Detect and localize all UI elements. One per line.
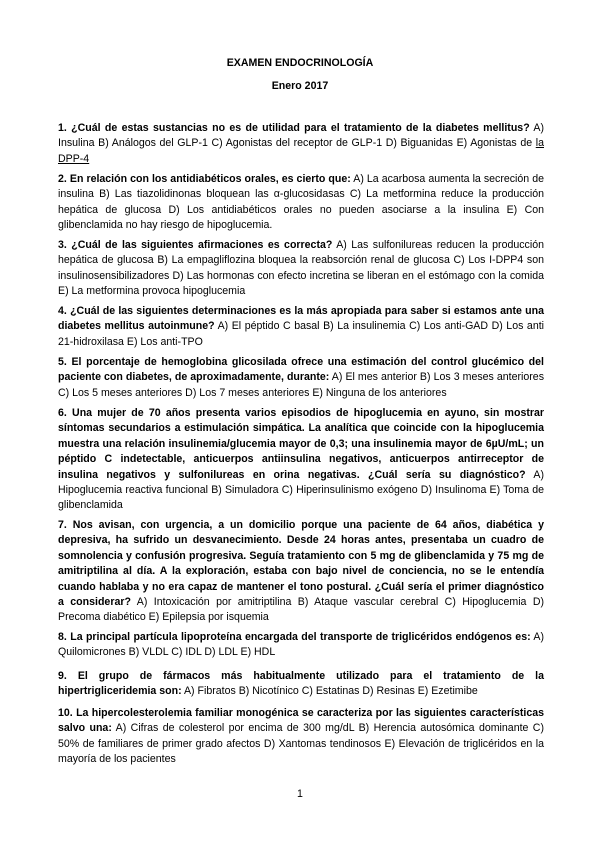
question-options: A) Cifras de colesterol por encima de 300 mg/dL B) Herencia autosómica dominante C) 50% de familiares de primer grado afectos D) Xantomas tendinosos E) Elevación de triglicéridos en la mayoría de los pacientes	[58, 722, 544, 766]
question-4	[58, 304, 544, 350]
question-9	[58, 669, 544, 700]
question-number: 10.	[58, 707, 73, 719]
question-number: 8.	[58, 631, 67, 643]
question-options: A) El mes anterior B) Los 3 meses anteriores C) Los 5 meses anteriores D) Los 7 meses anteriores E) Ninguna de los anteriores	[58, 371, 544, 399]
question-stem: En relación con los antidiabéticos orales, es cierto que:	[69, 173, 351, 185]
question-stem: Una mujer de 70 años presenta varios episodios de hipoglucemia en ayuno, sin mostrar síntomas secundarios a estimulación simpática. La analítica que coincide con la hipoglucemia muestra una relación insulinemia/glucemia mayor de 0,3; una insulinemia mayor de 6µU/mL; un péptido C indetectable, anticuerpos antiinsulina negativos, anticuerpos antirreceptor de insulina negativos y sulfonilureas en orina negativas. ¿Cuál sería su diagnóstico?	[58, 407, 544, 481]
question-1	[58, 121, 544, 167]
question-options: A) El péptido C basal B) La insulinemia C) Los anti-GAD D) Los anti 21-hidroxilasa E) Los anti-TPO	[58, 320, 545, 348]
question-options: A) Insulina B) Análogos del GLP-1 C) Agonistas del receptor de GLP-1 D) Biguanidas E) Agonistas de	[58, 122, 545, 150]
question-number: 4.	[58, 305, 67, 317]
question-options-underlined: la DPP-4	[58, 137, 544, 165]
question-options: A) Fibratos B) Nicotínico C) Estatinas D) Resinas E) Ezetimibe	[183, 685, 478, 698]
question-number: 7.	[58, 519, 67, 531]
question-stem: Nos avisan, con urgencia, a un domicilio porque una paciente de 64 años, diabética y depresiva, ha sufrido un desvanecimiento. Desde 24 horas antes, presentaba un cuadro de somnolencia y confusión progresiva. Seguía tratamiento con 5 mg de glibenclamida y 75 mg de amitriptilina al día. A la exploración, estaba con bajo nivel de conciencia, no se le entendía cuando hablaba y no era capaz de mantener el tono postural. ¿Cuál sería el primer diagnóstico a considerar?	[58, 519, 544, 609]
question-6	[58, 406, 544, 514]
question-stem: El grupo de fármacos más habitualmente utilizado para el tratamiento de la hipertrigliceridemia son:	[58, 670, 544, 698]
question-number: 1.	[58, 122, 67, 134]
question-3	[58, 238, 544, 300]
question-options: A) Quilomicrones B) VLDL C) IDL D) LDL E) HDL	[58, 631, 544, 659]
question-stem: La principal partícula lipoproteína encargada del transporte de triglicéridos endógenos es:	[70, 631, 531, 643]
question-stem: El porcentaje de hemoglobina glicosilada ofrece una estimación del control glucémico del paciente con diabetes, de aproximadamente, durante:	[58, 356, 544, 384]
question-2	[58, 172, 544, 234]
question-stem: La hipercolesterolemia familiar monogénica se caracteriza por las siguientes características salvo una:	[58, 707, 544, 735]
question-number: 6.	[58, 407, 67, 419]
question-options: A) Hipoglucemia reactiva funcional B) Simuladora C) Hiperinsulinismo exógeno D) Insulinoma E) Toma de glibenclamida	[58, 468, 544, 512]
question-number: 3.	[58, 239, 67, 251]
question-8	[58, 630, 544, 661]
question-number: 2.	[58, 173, 67, 185]
question-5	[58, 355, 544, 401]
question-options: A) La acarbosa aumenta la secreción de insulina B) Las tiazolidinonas bloquean las α-glucosidasas C) La metformina reduce la producción hepática de glucosa D) Los antidiabéticos orales no pueden asociarse a la insulina E) Con glibenclamida no hay riesgo de hipoglucemia.	[58, 173, 544, 232]
page-number: 1	[297, 788, 303, 800]
question-number: 9.	[58, 670, 67, 682]
question-stem: ¿Cuál de las siguientes afirmaciones es correcta?	[71, 239, 333, 251]
exam-title: EXAMEN ENDOCRINOLOGÍA	[226, 57, 374, 69]
question-7	[58, 518, 544, 626]
question-number: 5.	[58, 356, 67, 368]
question-stem: ¿Cuál de las siguientes determinaciones es la más apropiada para saber si estamos ante una diabetes mellitus autoinmune?	[58, 305, 544, 333]
question-stem: ¿Cuál de estas sustancias no es de utilidad para el tratamiento de la diabetes mellitus?	[71, 122, 530, 134]
question-options: A) Las sulfonilureas reducen la producción hepática de glucosa B) La empagliflozina bloquea la reabsorción renal de glucosa C) Los I-DPP4 son insulinosensibilizadores D) Las hormonas con efecto incretina se liberan en el estómago con la comida E) La metformina provoca hipoglucemia	[58, 239, 544, 298]
exam-date: Enero 2017	[271, 80, 329, 92]
question-10	[58, 706, 544, 768]
question-options: A) Intoxicación por amitriptilina B) Ataque vascular cerebral C) Hipoglucemia D) Precoma diabético E) Epilepsia por isquemia	[58, 596, 545, 624]
